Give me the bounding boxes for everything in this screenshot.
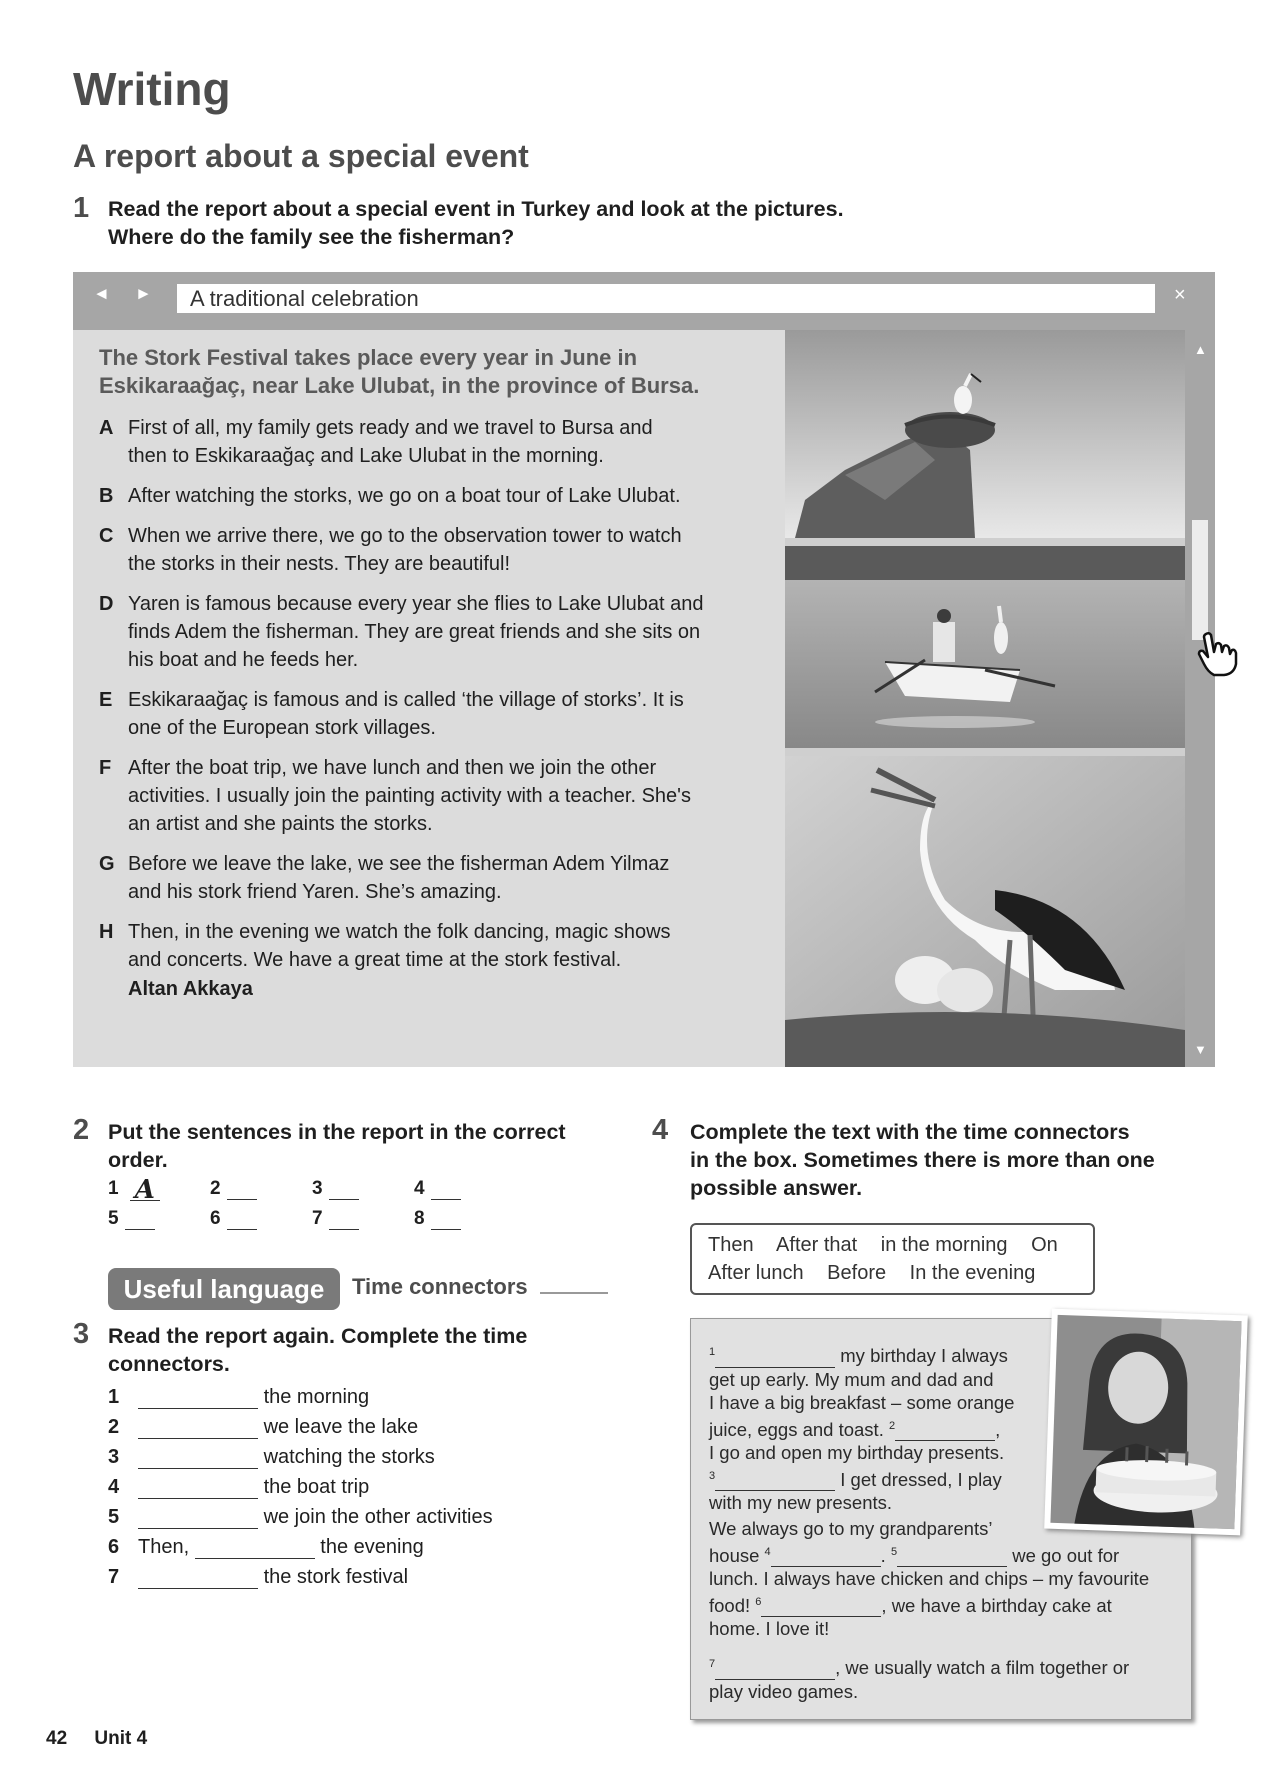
- stork-photos: [785, 330, 1185, 1067]
- word-in-the-evening: In the evening: [909, 1262, 1036, 1284]
- exercise-1-number: 1: [73, 192, 90, 224]
- fisherman-boat-photo: [785, 546, 1185, 748]
- word-then: Then: [708, 1234, 754, 1256]
- word-box: [690, 1223, 1095, 1295]
- order-row-6: 6: [210, 1208, 257, 1230]
- order-row-4: 4: [414, 1178, 461, 1200]
- paragraph-f: F After the boat trip, we have lunch and then we join the other activities. I usually join the painting activity with a teacher. She's an artist and she paints the storks.: [99, 757, 691, 835]
- order-blank-3[interactable]: [329, 1179, 359, 1200]
- connector-blank-3[interactable]: [138, 1449, 258, 1469]
- useful-language-topic: Time connectors: [352, 1274, 528, 1299]
- paragraph-g: G Before we leave the lake, we see the fisherman Adem Yilmaz and his stork friend Yaren. She’s amazing.: [99, 853, 670, 903]
- paragraph-b: B After watching the storks, we go on a boat tour of Lake Ulubat.: [99, 485, 681, 507]
- exercise-4-number: 4: [652, 1114, 669, 1146]
- address-bar[interactable]: A traditional celebration: [177, 284, 1155, 313]
- unit-label: Unit 4: [94, 1728, 148, 1749]
- back-arrow-icon[interactable]: ◄: [93, 284, 110, 303]
- browser-window: [73, 272, 1215, 1067]
- browser-toolbar: [73, 272, 1215, 330]
- stork-nest-photo: [785, 330, 1185, 538]
- page-subtitle: A report about a special event: [73, 138, 529, 174]
- order-row-1: 1 A: [108, 1178, 164, 1200]
- report-author: Altan Akkaya: [128, 978, 253, 1000]
- order-blank-4[interactable]: [431, 1179, 461, 1200]
- order-blank-6[interactable]: [227, 1209, 257, 1230]
- paragraph-a: A First of all, my family gets ready and we travel to Bursa and then to Eskikaraağaç and Lake Ulubat in the morning.: [99, 417, 653, 467]
- paragraph-c: C When we arrive there, we go to the observation tower to watch the storks in their nests. They are beautiful!: [99, 525, 682, 575]
- word-after-lunch: After lunch: [708, 1262, 804, 1284]
- page-footer: [46, 1728, 147, 1750]
- exercise-1-instruction: Read the report about a special event in Turkey and look at the pictures. Where do the family see the fisherman?: [108, 197, 844, 249]
- order-row-2: 2: [210, 1178, 257, 1200]
- order-row-8: 8: [414, 1208, 461, 1230]
- forward-arrow-icon[interactable]: ►: [135, 284, 152, 303]
- birthday-girl-photo: [1044, 1309, 1248, 1536]
- order-blank-1[interactable]: A: [130, 1180, 164, 1200]
- word-in-the-morning: in the morning: [880, 1234, 1008, 1256]
- photo-column: [785, 330, 1185, 1067]
- exercise-2-instruction: Put the sentences in the report in the correct order.: [108, 1120, 566, 1172]
- order-row-7: 7: [312, 1208, 359, 1230]
- order-blank-2[interactable]: [227, 1179, 257, 1200]
- hand-cursor-icon: [1196, 630, 1240, 678]
- connector-blank-6[interactable]: [195, 1539, 315, 1559]
- text-blank-4[interactable]: [771, 1549, 881, 1567]
- scroll-down-icon[interactable]: ▼: [1194, 1042, 1207, 1057]
- text-blank-6[interactable]: [761, 1599, 881, 1617]
- order-row-5: 5: [108, 1208, 155, 1230]
- connector-blank-2[interactable]: [138, 1419, 258, 1439]
- text-paragraph-1: $^1$ my birthday I always get up early. My mum and dad and I have a big breakfast – some orange juice, eggs and toast. $^2$ , I go and open my birthday presents. $^3$ I get dressed, I play with my new presents.: [709, 1345, 1015, 1514]
- page-title: Writing: [73, 63, 231, 115]
- scroll-thumb[interactable]: [1192, 520, 1208, 640]
- word-before: Before: [827, 1262, 887, 1284]
- exercise-4-instruction: Complete the text with the time connectors in the box. Sometimes there is more than one possible answer.: [690, 1120, 1155, 1200]
- connector-blank-7[interactable]: [138, 1569, 258, 1589]
- scrollbar[interactable]: [1185, 330, 1215, 1067]
- birthday-cake-image: [1044, 1309, 1248, 1536]
- order-blank-7[interactable]: [329, 1209, 359, 1230]
- text-blank-1[interactable]: [715, 1350, 835, 1368]
- text-paragraph-2: We always go to my grandparents’ house $^4$ . $^5$ we go out for lunch. I always have chicken and chips – my favourite food! $^6$ , we have a birthday cake at home. I love it!: [709, 1518, 1150, 1640]
- paragraph-h: H Then, in the evening we watch the folk dancing, magic shows and concerts. We have a great time at the stork festival.: [99, 921, 671, 971]
- stork-closeup-photo: [785, 756, 1185, 1067]
- order-blank-8[interactable]: [431, 1209, 461, 1230]
- useful-language-badge: Useful language: [108, 1268, 340, 1310]
- word-on: On: [1031, 1234, 1058, 1256]
- useful-language-rule: [540, 1292, 608, 1294]
- page-number: 42: [46, 1728, 68, 1749]
- order-row-3: 3: [312, 1178, 359, 1200]
- text-blank-5[interactable]: [897, 1549, 1007, 1567]
- scroll-up-icon[interactable]: ▲: [1194, 342, 1207, 357]
- word-after-that: After that: [776, 1234, 858, 1256]
- connector-blank-4[interactable]: [138, 1479, 258, 1499]
- paragraph-d: D Yaren is famous because every year she flies to Lake Ulubat and finds Adem the fisherman. They are great friends and she sits on his boat and he feeds her.: [99, 593, 704, 671]
- close-icon[interactable]: ×: [1174, 284, 1186, 306]
- connector-blank-5[interactable]: [138, 1509, 258, 1529]
- exercise-3-instruction: Read the report again. Complete the time connectors.: [108, 1324, 528, 1376]
- text-blank-7[interactable]: [715, 1662, 835, 1680]
- exercise-3-number: 3: [73, 1318, 90, 1350]
- exercise-2-number: 2: [73, 1114, 90, 1146]
- text-blank-3[interactable]: [715, 1473, 835, 1491]
- order-blank-5[interactable]: [125, 1209, 155, 1230]
- report-lead: The Stork Festival takes place every year in June in Eskikaraağaç, near Lake Ulubat, in the province of Bursa.: [99, 345, 700, 398]
- paragraph-e: E Eskikaraağaç is famous and is called ‘the village of storks’. It is one of the European stork villages.: [99, 689, 684, 739]
- connector-blank-1[interactable]: [138, 1389, 258, 1409]
- text-paragraph-3: $^7$ , we usually watch a film together or play video games.: [709, 1657, 1130, 1702]
- text-blank-2[interactable]: [895, 1423, 995, 1441]
